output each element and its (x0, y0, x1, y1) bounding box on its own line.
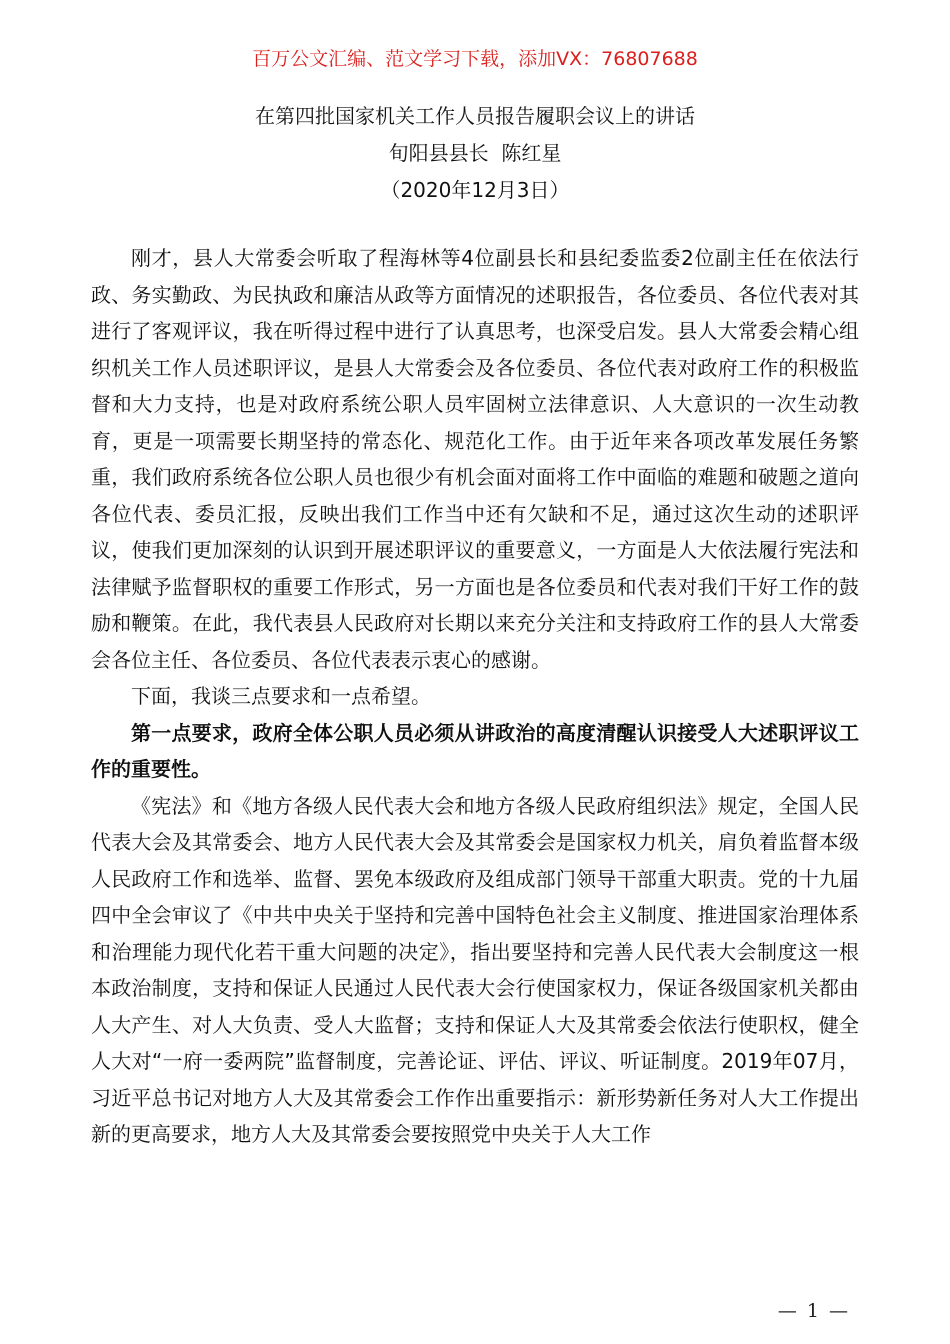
paragraph-transition: 下面，我谈三点要求和一点希望。 (131, 684, 431, 708)
document-body (91, 240, 859, 1153)
document-date: （2020年12月3日） (380, 178, 570, 202)
document-title: 在第四批国家机关工作人员报告履职会议上的讲话 (255, 104, 695, 128)
speaker-line: 旬阳县县长 陈红星 (388, 141, 562, 165)
watermark-banner: 百万公文汇编、范文学习下载，添加VX：76807688 (252, 48, 698, 70)
section-heading-first-requirement: 第一点要求，政府全体公职人员必须从讲政治的高度清醒认识接受人大述职评议工作的重要性。 (91, 720, 859, 781)
paragraph-intro: 刚才，县人大常委会听取了程海林等4位副县长和县纪委监委2位副主任在依法行政、务实勤政、为民执政和廉洁从政等方面情况的述职报告，各位委员、各位代表对其进行了客观评议，我在听得过程中进行了认真思考，也深受启发。县人大常委会精心组织机关工作人员述职评议，是县人大常委会及各位委员、各位代表对政府工作的积极监督和大力支持，也是对政府系统公职人员牢固树立法律意识、人大意识的一次生动教育，更是一项需要长期坚持的常态化、规范化工作。由于近年来各项改革发展任务繁重，我们政府系统各位公职人员也很少有机会面对面将工作中面临的难题和破题之道向各位代表、委员汇报，反映出我们工作当中还有欠缺和不足，通过这次生动的述职评议，使我们更加深刻的认识到开展述职评议的重要意义，一方面是人大依法履行宪法和法律赋予监督职权的重要工作形式，另一方面也是各位委员和代表对我们干好工作的鼓励和鞭策。在此，我代表县人民政府对长期以来充分关注和支持政府工作的县人大常委会各位主任、各位委员、各位代表表示衷心的感谢。 (91, 246, 859, 672)
paragraph-constitution: 《宪法》和《地方各级人民代表大会和地方各级人民政府组织法》规定，全国人民代表大会及其常委会、地方人民代表大会及其常委会是国家权力机关，肩负着监督本级人民政府工作和选举、监督、罢免本级政府及组成部门领导干部重大职责。党的十九届四中全会审议了《中共中央关于坚持和完善中国特色社会主义制度、推进国家治理体系和治理能力现代化若干重大问题的决定》，指出要坚持和完善人民代表大会制度这一根本政治制度，支持和保证人民通过人民代表大会行使国家权力，保证各级国家机关都由人大产生、对人大负责、受人大监督；支持和保证人大及其常委会依法行使职权，健全人大对“一府一委两院”监督制度，完善论证、评估、评议、听证制度。2019年07月，习近平总书记对地方人大及其常委会工作作出重要指示：新形势新任务对人大工作提出新的更高要求，地方人大及其常委会要按照党中央关于人大工作 (91, 793, 859, 1146)
document-header (0, 98, 950, 209)
page-number: — 1 — (777, 1300, 850, 1322)
